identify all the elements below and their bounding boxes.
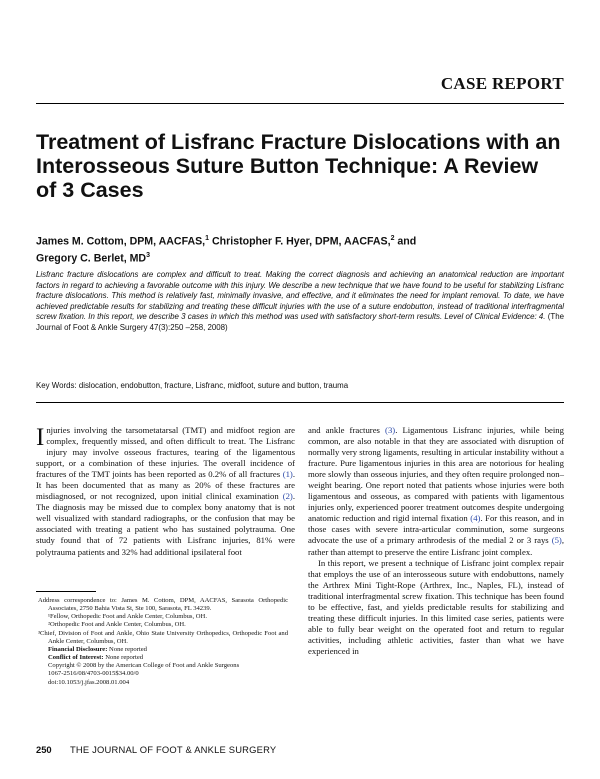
conflict-value: None reported — [103, 654, 144, 662]
continued-paragraph — [308, 425, 564, 558]
body-text: , rather than attempt to preserve the entire Lisfranc joint complex. — [308, 535, 564, 557]
conflict-of-interest — [48, 654, 288, 662]
reference-link-3[interactable]: (3) — [385, 425, 396, 435]
body-text: njuries involving the tarsometatarsal (TMT) and midfoot region are complex, frequently missed, and often difficult to treat. The Lisfranc injury may involve osseous fractures, tearing of the ligamentous support, or a combination of these injuries. The overall incidence of fractures of the TMT joints has been reported as 0.2% of all fractures — [36, 425, 295, 480]
conflict-label: Conflict of Interest: — [48, 654, 104, 662]
body-text: . Ligamentous Lisfranc injuries, while being common, are also notable in that they are associated with disruption of normally very strong ligaments, resulting in articular instability without a fracture. Pure ligamentous injuries in this area are notorious for healing more slowly than osseous injuries, and they often require prolonged non–weight bearing. One report noted that patients whose injuries were both ligamentous and osseous, as compared with patients with ligamentous injuries only, experienced poorer treatment outcomes despite undergoing anatomic reduction and rigid internal fixation — [308, 425, 564, 524]
reference-link-2[interactable]: (2) — [282, 491, 293, 502]
issn-note: 1067-2516/08/4703-0015$34.00/0 — [48, 670, 139, 678]
body-column-right — [308, 425, 564, 657]
author-list — [36, 232, 564, 265]
technique-paragraph: In this report, we present a technique of Lisfranc joint complex repair that employs the use of an interosseous suture with endobuttons, namely the Arthrex Mini Tight-Rope (Arthrex, Inc., Naples, FL), instead of traditional interfragmental screw fixation. This technique has been found to be effective, fast, and yields predictable results for stabilizing and treating these difficult injuries. In this limited case series, patients were able to fully bear weight on the operated foot and return to regular activities, including athletic activities, faster than what we have experienced in — [308, 557, 564, 656]
keywords: Key Words: dislocation, endobutton, fracture, Lisfranc, midfoot, suture and button, trauma — [36, 381, 349, 390]
author-3-affiliation: 3 — [146, 251, 150, 259]
doi-note: doi:10.1053/j.jfas.2008.01.004 — [48, 678, 130, 686]
top-divider — [36, 103, 564, 104]
affiliation-1: ¹Fellow, Orthopedic Foot and Ankle Center, Columbus, OH. — [48, 613, 207, 621]
author-3: Gregory C. Berlet, MD — [36, 252, 147, 265]
footnotes — [38, 597, 288, 687]
affiliation-2: ²Orthopedic Foot and Ankle Center, Columbus, OH. — [48, 621, 186, 629]
author-1: James M. Cottom, DPM, AACFAS, — [36, 235, 206, 248]
reference-link-1[interactable]: (1) — [282, 469, 293, 480]
body-text: . For this reason, and in those cases with severe intra-articular comminution, some surgeons advocate the use of a primary arthrodesis of the medial 2 or 3 rays — [308, 513, 564, 546]
financial-value: None reported — [107, 645, 147, 653]
body-text: and ankle fractures — [308, 425, 386, 435]
author-2: Christopher F. Hyer, DPM, AACFAS, — [212, 235, 391, 248]
abstract-text: Lisfranc fracture dislocations are complex and difficult to treat. Making the correct diagnosis and achieving an anatomical reduction are important factors in regard to achieving a favorable outcome with this injury. We describe a new technique that we have found to be useful for stabilizing Lisfranc fracture dislocations. This method is relatively fast, minimally invasive, and effective, and it eliminates the need for implant removal. To date, we have achieved predictable results for stabilizing and treating these difficult injuries with the use of a suture endobutton, instead of traditional interfragmental screw fixation. In this report, we describe 3 cases in which this method was used with satisfactory short-term results. Level of Clinical Evidence: 4. — [36, 270, 564, 322]
author-1-affiliation: 1 — [205, 235, 210, 242]
financial-disclosure — [48, 646, 288, 654]
copyright-note: Copyright © 2008 by the American College of Foot and Ankle Surgeons — [48, 662, 240, 670]
body-text: . The diagnosis may be missed due to complex bony anatomy that is not well visualized with standard radiographs, or the confusion that may be associated with treating a patient who has sustained polytrauma. One study found that of 72 patients with Lisfranc injuries, 81% were polytrauma patients and 32% had additional ipsilateral foot — [36, 491, 295, 557]
journal-name: THE JOURNAL OF FOOT & ANKLE SURGERY — [70, 744, 277, 755]
section-divider — [36, 402, 564, 403]
article-title: Treatment of Lisfranc Fracture Dislocations with an Interosseous Suture Button Technique: A Review of 3 Cases — [36, 130, 561, 202]
author-2-affiliation: 2 — [390, 235, 395, 242]
page-number: 250 — [36, 744, 52, 755]
abstract — [36, 270, 564, 333]
body-text: . It has been documented that as many as 20% of these fractures are misdiagnosed, or not recognized, upon initial clinical examination — [36, 469, 295, 502]
intro-paragraph — [36, 425, 295, 558]
financial-label: Financial Disclosure: — [48, 645, 108, 653]
correspondence-note: Address correspondence to: James M. Cottom, DPM, AACFAS, Sarasota Orthopedic Associates, 2750 Bahia Vista St, Ste 100, Sarasota, FL 34239. — [38, 597, 288, 613]
page-footer — [36, 744, 564, 756]
reference-link-5[interactable]: (5) — [551, 535, 562, 546]
author-separator: and — [394, 235, 417, 248]
body-column-left — [36, 425, 295, 558]
abstract-citation: (The Journal of Foot & Ankle Surgery 47(3):250 –258, 2008) — [36, 312, 564, 332]
drop-cap: I — [36, 424, 45, 451]
section-label: CASE REPORT — [440, 74, 564, 93]
footnote-divider — [36, 591, 96, 592]
affiliation-3: ³Chief, Division of Foot and Ankle, Ohio State University Orthopedics, Orthopedic Foot and Ankle Center, Columbus, OH. — [38, 629, 288, 645]
reference-link-4[interactable]: (4) — [470, 513, 481, 524]
